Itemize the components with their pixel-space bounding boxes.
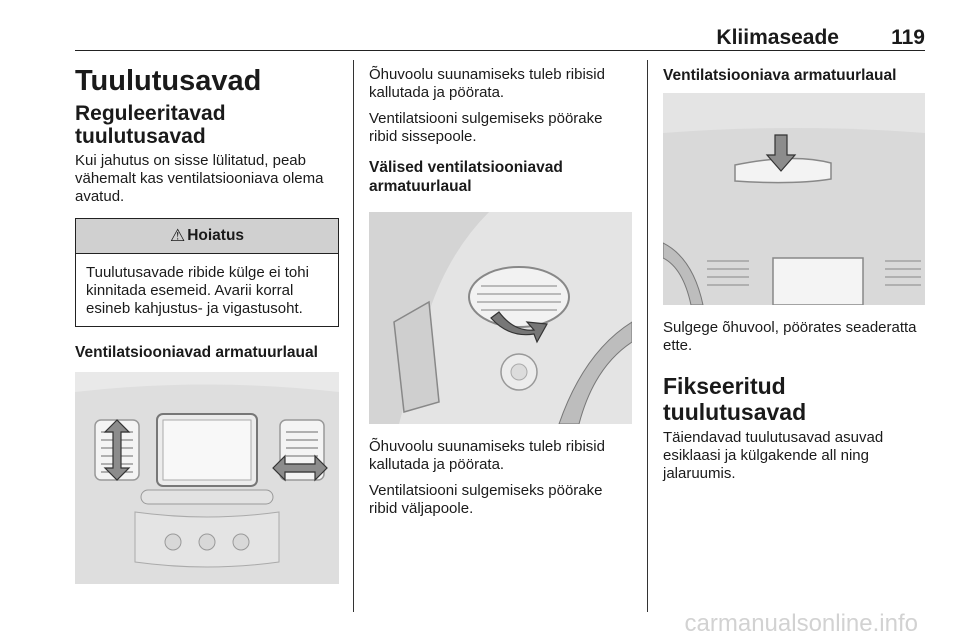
column-2 — [369, 60, 632, 526]
dashboard-vents-illustration — [75, 372, 339, 584]
watermark: carmanualsonline.info — [684, 610, 918, 637]
paragraph: Ventilatsiooni sulgemiseks pöörake ribid väljapoole. — [369, 482, 603, 517]
chapter-heading: Tuulutusavad — [75, 65, 262, 97]
column-3 — [663, 60, 925, 491]
section-title: Kliimaseade — [716, 26, 839, 49]
center-vent-illustration — [663, 93, 925, 305]
paragraph: Õhuvoolu suunamiseks tuleb ribisid kallutada ja pöörata. — [369, 66, 605, 101]
intro-paragraph: Kui jahutus on sisse lülitatud, peab vähemalt kas ventilatsiooniava olema avatud. — [75, 152, 324, 205]
warning-header — [76, 219, 338, 254]
subheading: Reguleeritavad tuulutusavad — [75, 102, 226, 148]
section-heading: Välised ventilatsiooniavad armatuurlaual — [369, 159, 563, 195]
paragraph: Ventilatsiooni sulgemiseks pöörake ribid sissepoole. — [369, 110, 603, 145]
paragraph: Õhuvoolu suunamiseks tuleb ribisid kallutada ja pöörata. — [369, 438, 605, 473]
page-number: 119 — [891, 26, 925, 49]
paragraph: Sulgege õhuvool, pöörates seaderatta ette. — [663, 319, 917, 354]
section-heading: Fikseeritud tuulutusavad — [663, 373, 807, 425]
column-1 — [75, 60, 339, 584]
column-divider — [647, 60, 648, 612]
column-divider — [353, 60, 354, 612]
paragraph: Täiendavad tuulutusavad asuvad esiklaasi ja külgakende all ning jalaruumis. — [663, 429, 884, 482]
section-heading: Ventilatsiooniavad armatuurlaual — [75, 344, 318, 361]
section-heading: Ventilatsiooniava armatuurlaual — [663, 67, 897, 84]
warning-title: Hoiatus — [187, 227, 245, 244]
warning-triangle-icon: ⚠ — [169, 226, 186, 245]
page-header — [75, 22, 925, 51]
side-vent-illustration — [369, 212, 632, 424]
warning-text: Tuulutusavade ribide külge ei tohi kinnitada esemeid. Avarii korral esineb kahjustus- ja vigastusoht. — [86, 264, 309, 317]
warning-box — [75, 218, 339, 327]
